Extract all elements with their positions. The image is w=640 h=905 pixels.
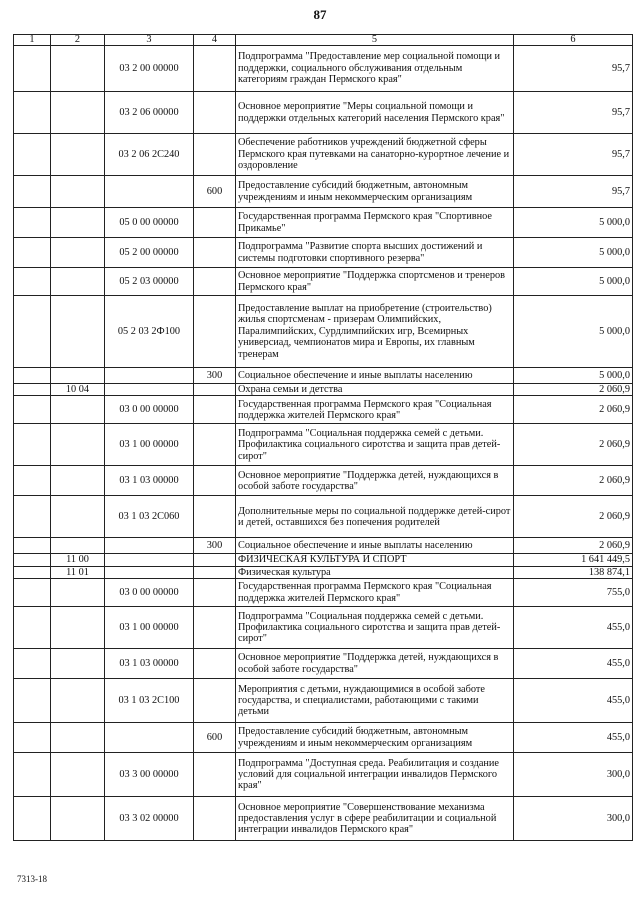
target-article-code: 03 2 06 00000 [105, 92, 194, 134]
table-row [14, 797, 633, 841]
table-row [14, 238, 633, 268]
row-col-1 [14, 797, 51, 841]
row-col-1 [14, 607, 51, 649]
header-row [14, 35, 633, 46]
item-name: Охрана семьи и детства [236, 384, 514, 396]
amount: 5 000,0 [514, 368, 633, 384]
target-article-code [105, 554, 194, 566]
expense-type-code: 600 [194, 176, 236, 208]
table-row [14, 607, 633, 649]
target-article-code [105, 384, 194, 396]
table-row [14, 396, 633, 424]
table-row [14, 554, 633, 566]
row-col-1 [14, 396, 51, 424]
target-article-code: 03 1 00 00000 [105, 607, 194, 649]
expense-type-code [194, 649, 236, 679]
amount: 300,0 [514, 753, 633, 797]
target-article-code: 05 2 03 00000 [105, 268, 194, 296]
expense-type-code [194, 208, 236, 238]
section-code [51, 296, 105, 368]
target-article-code: 03 1 00 00000 [105, 424, 194, 466]
section-code [51, 753, 105, 797]
section-code: 11 01 [51, 566, 105, 578]
row-col-1 [14, 92, 51, 134]
item-name: Подпрограмма "Доступная среда. Реабилитация и создание условий для социальной интеграции инвалидов Пермского края" [236, 753, 514, 797]
table-row [14, 649, 633, 679]
section-code [51, 424, 105, 466]
column-header-6: 6 [514, 35, 633, 46]
amount: 95,7 [514, 92, 633, 134]
amount: 2 060,9 [514, 538, 633, 554]
amount: 2 060,9 [514, 496, 633, 538]
table-row [14, 723, 633, 753]
table-row [14, 268, 633, 296]
section-code [51, 466, 105, 496]
item-name: Физическая культура [236, 566, 514, 578]
expense-type-code [194, 46, 236, 92]
row-col-1 [14, 566, 51, 578]
table-row [14, 466, 633, 496]
row-col-1 [14, 238, 51, 268]
amount: 2 060,9 [514, 466, 633, 496]
target-article-code [105, 538, 194, 554]
row-col-1 [14, 753, 51, 797]
item-name: Государственная программа Пермского края "Социальная поддержка жителей Пермского края" [236, 579, 514, 607]
expense-type-code [194, 424, 236, 466]
expense-type-code [194, 679, 236, 723]
table-row [14, 579, 633, 607]
amount: 2 060,9 [514, 396, 633, 424]
amount: 2 060,9 [514, 384, 633, 396]
amount: 95,7 [514, 46, 633, 92]
item-name: ФИЗИЧЕСКАЯ КУЛЬТУРА И СПОРТ [236, 554, 514, 566]
row-col-1 [14, 176, 51, 208]
expense-type-code [194, 607, 236, 649]
row-col-1 [14, 134, 51, 176]
section-code [51, 208, 105, 238]
row-col-1 [14, 46, 51, 92]
item-name: Мероприятия с детьми, нуждающимися в особой заботе государства, и специалистами, работающими с такими детьми [236, 679, 514, 723]
expense-type-code [194, 554, 236, 566]
table-row [14, 566, 633, 578]
amount: 138 874,1 [514, 566, 633, 578]
amount: 755,0 [514, 579, 633, 607]
item-name: Основное мероприятие "Поддержка детей, нуждающихся в особой заботе государства" [236, 466, 514, 496]
item-name: Предоставление выплат на приобретение (строительство) жилья спортсменам - призерам Олимпийских, Паралимпийских, Сурдлимпийских игр, Всемирных универсиад, чемпионатов мира и Европы, их главным тренерам [236, 296, 514, 368]
target-article-code [105, 368, 194, 384]
target-article-code [105, 723, 194, 753]
expense-type-code: 600 [194, 723, 236, 753]
row-col-1 [14, 384, 51, 396]
column-header-1: 1 [14, 35, 51, 46]
section-code [51, 238, 105, 268]
expense-type-code [194, 496, 236, 538]
item-name: Предоставление субсидий бюджетным, автономным учреждениям и иным некоммерческим организациям [236, 723, 514, 753]
item-name: Подпрограмма "Социальная поддержка семей с детьми. Профилактика социального сиротства и защита прав детей-сирот" [236, 607, 514, 649]
amount: 5 000,0 [514, 296, 633, 368]
item-name: Социальное обеспечение и иные выплаты населению [236, 368, 514, 384]
target-article-code: 03 1 03 2С060 [105, 496, 194, 538]
target-article-code: 05 2 03 2Ф100 [105, 296, 194, 368]
table-row [14, 368, 633, 384]
amount: 95,7 [514, 176, 633, 208]
item-name: Подпрограмма "Социальная поддержка семей с детьми. Профилактика социального сиротства и защита прав детей-сирот" [236, 424, 514, 466]
table-row [14, 538, 633, 554]
item-name: Основное мероприятие "Поддержка спортсменов и тренеров Пермского края" [236, 268, 514, 296]
section-code [51, 496, 105, 538]
column-header-3: 3 [105, 35, 194, 46]
section-code [51, 797, 105, 841]
section-code [51, 46, 105, 92]
amount: 455,0 [514, 649, 633, 679]
amount: 5 000,0 [514, 268, 633, 296]
target-article-code [105, 566, 194, 578]
section-code: 11 00 [51, 554, 105, 566]
expense-type-code [194, 396, 236, 424]
item-name: Государственная программа Пермского края "Социальная поддержка жителей Пермского края" [236, 396, 514, 424]
target-article-code: 03 1 03 00000 [105, 466, 194, 496]
expense-type-code [194, 579, 236, 607]
target-article-code: 05 2 00 00000 [105, 238, 194, 268]
row-col-1 [14, 579, 51, 607]
section-code [51, 579, 105, 607]
target-article-code: 03 3 02 00000 [105, 797, 194, 841]
target-article-code [105, 176, 194, 208]
target-article-code: 03 0 00 00000 [105, 579, 194, 607]
item-name: Подпрограмма "Развитие спорта высших достижений и системы подготовки спортивного резерва" [236, 238, 514, 268]
target-article-code: 03 0 00 00000 [105, 396, 194, 424]
column-header-5: 5 [236, 35, 514, 46]
row-col-1 [14, 296, 51, 368]
section-code [51, 368, 105, 384]
section-code: 10 04 [51, 384, 105, 396]
section-code [51, 92, 105, 134]
item-name: Основное мероприятие "Меры социальной помощи и поддержки отдельных категорий населения Пермского края" [236, 92, 514, 134]
target-article-code: 03 1 03 00000 [105, 649, 194, 679]
target-article-code: 03 2 06 2С240 [105, 134, 194, 176]
section-code [51, 134, 105, 176]
row-col-1 [14, 679, 51, 723]
document-code: 7313-18 [17, 874, 47, 884]
expense-type-code: 300 [194, 538, 236, 554]
item-name: Подпрограмма "Предоставление мер социальной помощи и поддержки, социального обслуживания отдельным категориям граждан Пермского края" [236, 46, 514, 92]
row-col-1 [14, 723, 51, 753]
amount: 95,7 [514, 134, 633, 176]
section-code [51, 538, 105, 554]
expense-type-code [194, 466, 236, 496]
row-col-1 [14, 368, 51, 384]
target-article-code: 05 0 00 00000 [105, 208, 194, 238]
expense-type-code [194, 238, 236, 268]
amount: 5 000,0 [514, 208, 633, 238]
section-code [51, 723, 105, 753]
page-number: 87 [313, 7, 327, 22]
amount: 455,0 [514, 607, 633, 649]
row-col-1 [14, 466, 51, 496]
item-name: Основное мероприятие "Поддержка детей, нуждающихся в особой заботе государства" [236, 649, 514, 679]
row-col-1 [14, 496, 51, 538]
item-name: Основное мероприятие "Совершенствование механизма предоставления услуг в сфере реабилитации и социальной интеграции инвалидов Пермского края" [236, 797, 514, 841]
item-name: Обеспечение работников учреждений бюджетной сферы Пермского края путевками на санаторно-курортное лечение и оздоровление [236, 134, 514, 176]
section-code [51, 679, 105, 723]
column-header-4: 4 [194, 35, 236, 46]
table-row [14, 753, 633, 797]
item-name: Предоставление субсидий бюджетным, автономным учреждениям и иным некоммерческим организациям [236, 176, 514, 208]
section-code [51, 176, 105, 208]
section-code [51, 396, 105, 424]
expense-type-code [194, 296, 236, 368]
target-article-code: 03 1 03 2С100 [105, 679, 194, 723]
target-article-code: 03 3 00 00000 [105, 753, 194, 797]
table-row [14, 679, 633, 723]
expense-type-code [194, 384, 236, 396]
row-col-1 [14, 268, 51, 296]
table-row [14, 176, 633, 208]
expense-type-code [194, 797, 236, 841]
amount: 5 000,0 [514, 238, 633, 268]
row-col-1 [14, 554, 51, 566]
table-row [14, 46, 633, 92]
budget-table [13, 34, 633, 841]
expense-type-code: 300 [194, 368, 236, 384]
expense-type-code [194, 268, 236, 296]
expense-type-code [194, 566, 236, 578]
item-name: Государственная программа Пермского края "Спортивное Прикамье" [236, 208, 514, 238]
table-row [14, 134, 633, 176]
expense-type-code [194, 92, 236, 134]
amount: 455,0 [514, 723, 633, 753]
table-row [14, 208, 633, 238]
column-header-2: 2 [51, 35, 105, 46]
section-code [51, 649, 105, 679]
amount: 1 641 449,5 [514, 554, 633, 566]
expense-type-code [194, 753, 236, 797]
table-row [14, 92, 633, 134]
row-col-1 [14, 538, 51, 554]
row-col-1 [14, 208, 51, 238]
section-code [51, 607, 105, 649]
amount: 455,0 [514, 679, 633, 723]
expense-type-code [194, 134, 236, 176]
item-name: Социальное обеспечение и иные выплаты населению [236, 538, 514, 554]
table-row [14, 384, 633, 396]
table-row [14, 496, 633, 538]
amount: 300,0 [514, 797, 633, 841]
table-row [14, 296, 633, 368]
section-code [51, 268, 105, 296]
amount: 2 060,9 [514, 424, 633, 466]
row-col-1 [14, 424, 51, 466]
target-article-code: 03 2 00 00000 [105, 46, 194, 92]
item-name: Дополнительные меры по социальной поддержке детей-сирот и детей, оставшихся без попечения родителей [236, 496, 514, 538]
table-row [14, 424, 633, 466]
row-col-1 [14, 649, 51, 679]
